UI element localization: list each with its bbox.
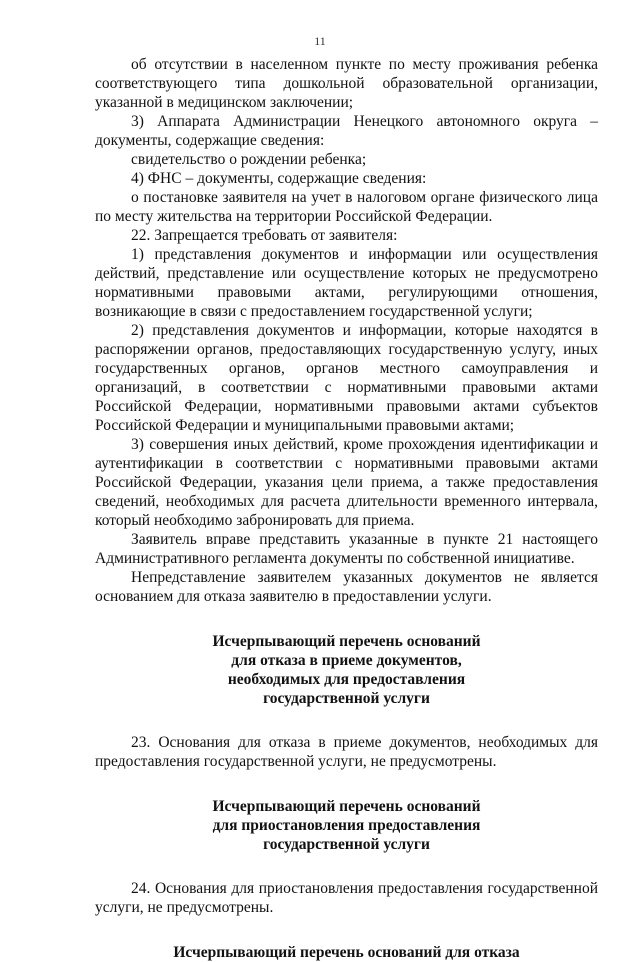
paragraph-23: 23. Основания для отказа в приеме документов, необходимых для предоставления государственной услуги, не предусмотрены. bbox=[95, 734, 598, 770]
heading-line: Исчерпывающий перечень оснований bbox=[212, 798, 481, 815]
paragraph: 1) представления документов и информации или осуществления действий, представление или осуществление которых не предусмотрено нормативными правовыми актами, регулирующими отношения, возникающие в связи с предоставлением государственной услуги; bbox=[95, 246, 598, 320]
heading-line: государственной услуги bbox=[263, 836, 430, 853]
paragraph: 2) представления документов и информации, которые находятся в распоряжении органов, предоставляющих государственную услугу, иных государственных органов, органов местного самоуправления и организаций, в соответствии с нормативными правовыми актами Российской Федерации, нормативными правовыми актами субъектов Российской Федерации и муниципальными правовыми актами; bbox=[95, 322, 598, 434]
paragraph: 22. Запрещается требовать от заявителя: bbox=[131, 227, 398, 244]
paragraph: о постановке заявителя на учет в налоговом органе физического лица по месту жительства на территории Российской Федерации. bbox=[95, 189, 598, 225]
paragraph: 3) совершения иных действий, кроме прохождения идентификации и аутентификации в соответствии с нормативными правовыми актами Российской Федерации, указания цели приема, а также предоставления сведений, необходимых для расчета длительности временного интервала, который необходимо забронировать для приема. bbox=[95, 436, 598, 529]
heading-line: для приостановления предоставления bbox=[212, 817, 481, 834]
paragraph: Заявитель вправе представить указанные в пункте 21 настоящего Административного регламента документы по собственной инициативе. bbox=[95, 531, 598, 567]
paragraph: Непредставление заявителем указанных документов не является основанием для отказа заявителю в предоставлении услуги. bbox=[95, 569, 598, 605]
paragraph: 4) ФНС – документы, содержащие сведения: bbox=[131, 170, 427, 187]
heading-line: Исчерпывающий перечень оснований для отказа bbox=[173, 944, 520, 961]
heading-line: Исчерпывающий перечень оснований bbox=[212, 633, 481, 650]
paragraph: 3) Аппарата Администрации Ненецкого автономного округа – документы, содержащие сведения: bbox=[95, 113, 598, 149]
section-heading-refusal-documents bbox=[95, 632, 598, 708]
page-number: 11 bbox=[314, 34, 326, 48]
section-heading-suspension bbox=[95, 797, 598, 854]
section-heading-refusal bbox=[95, 943, 598, 962]
paragraph: свидетельство о рождении ребенка; bbox=[131, 151, 367, 168]
heading-line: для отказа в приеме документов, bbox=[231, 652, 462, 669]
heading-line: государственной услуги bbox=[263, 690, 430, 707]
paragraph-24: 24. Основания для приостановления предоставления государственной услуги, не предусмотрены. bbox=[95, 880, 598, 916]
heading-line: необходимых для предоставления bbox=[227, 671, 466, 688]
paragraph: об отсутствии в населенном пункте по месту проживания ребенка соответствующего типа дошкольной образовательной организации, указанной в медицинском заключении; bbox=[95, 56, 598, 111]
document-body bbox=[95, 55, 598, 962]
